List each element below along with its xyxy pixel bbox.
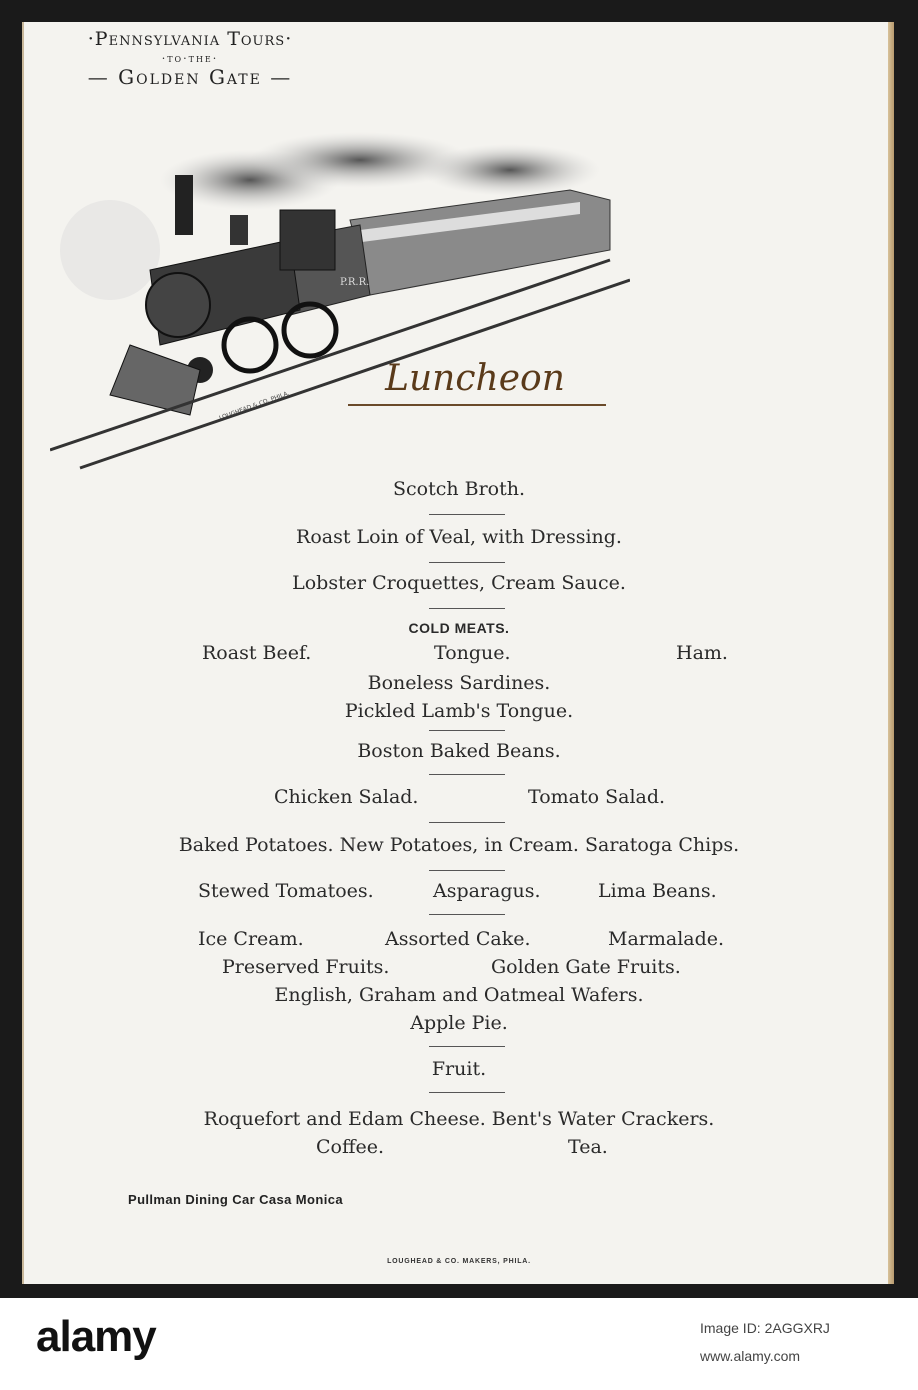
driving-wheel <box>224 319 276 371</box>
menu-item: Apple Pie. <box>410 1012 508 1034</box>
menu-item: Boston Baked Beans. <box>357 740 561 762</box>
vegetables-row <box>0 880 918 904</box>
menu-title: Luncheon <box>385 358 565 399</box>
driving-wheel <box>284 304 336 356</box>
menu-item: Tomato Salad. <box>528 786 666 808</box>
dining-car-name: Pullman Dining Car Casa Monica <box>128 1192 343 1207</box>
menu-item: Marmalade. <box>608 928 725 950</box>
section-heading: COLD MEATS. <box>408 620 510 636</box>
menu-item: English, Graham and Oatmeal Wafers. <box>274 984 644 1006</box>
desserts-row <box>0 928 918 952</box>
cold-meats-row <box>0 642 918 666</box>
separator <box>429 774 505 775</box>
separator <box>429 1092 505 1093</box>
watermark-site: www.alamy.com <box>700 1348 801 1364</box>
header-line1: ·Pennsylvania Tours· <box>87 28 293 50</box>
menu-item: Scotch Broth. <box>392 478 526 500</box>
menu-item: Fruit. <box>431 1058 487 1080</box>
separator <box>429 514 505 515</box>
separator <box>429 562 505 563</box>
menu-item: Golden Gate Fruits. <box>491 956 681 978</box>
cab <box>280 210 335 270</box>
menu-item: Stewed Tomatoes. <box>198 880 374 902</box>
menu-item: Assorted Cake. <box>385 928 531 950</box>
menu-item: Roast Loin of Veal, with Dressing. <box>296 526 622 548</box>
engine-label: P.R.R. <box>340 277 370 288</box>
menu-item: Roast Beef. <box>202 642 312 664</box>
menu-item: Lobster Croquettes, Cream Sauce. <box>292 572 626 594</box>
menu-item: Lima Beans. <box>598 880 717 902</box>
fruits-row <box>0 956 918 980</box>
menu-item: Boneless Sardines. <box>367 672 551 694</box>
watermark-image-id: Image ID: 2AGGXRJ <box>700 1320 830 1336</box>
menu-item: Preserved Fruits. <box>222 956 390 978</box>
printer-credit: LOUGHEAD & CO. MAKERS, PHILA. <box>387 1258 531 1265</box>
menu-item: Tongue. <box>434 642 511 664</box>
menu-item: Ice Cream. <box>198 928 304 950</box>
separator <box>429 608 505 609</box>
smokestack <box>175 175 193 235</box>
separator <box>429 870 505 871</box>
menu-item: Pickled Lamb's Tongue. <box>344 700 574 722</box>
menu-item: Baked Potatoes. New Potatoes, in Cream. Saratoga Chips. <box>178 834 740 856</box>
watermark-logo: alamy <box>36 1312 156 1361</box>
steam-cloud <box>60 200 160 300</box>
menu-item: Chicken Salad. <box>274 786 419 808</box>
menu-item: Roquefort and Edam Cheese. Bent's Water Crackers. <box>203 1108 715 1130</box>
smokebox <box>146 273 210 337</box>
menu-item: Asparagus. <box>433 880 541 902</box>
drinks-row <box>0 1136 918 1160</box>
separator <box>429 914 505 915</box>
smoke-cloud <box>420 144 600 196</box>
header <box>30 28 350 89</box>
menu-item: Ham. <box>676 642 728 664</box>
menu-item: Tea. <box>568 1136 608 1158</box>
menu-item: Coffee. <box>316 1136 385 1158</box>
separator <box>429 1046 505 1047</box>
salads-row <box>0 786 918 810</box>
header-line3: — Golden Gate — <box>87 65 293 89</box>
separator <box>429 822 505 823</box>
engraver-credit: LOUGHEAD & CO. PHILA. <box>218 389 291 422</box>
steam-dome <box>230 215 248 245</box>
separator <box>429 730 505 731</box>
locomotive-illustration <box>50 130 630 470</box>
header-line2: ·to·the· <box>161 52 219 65</box>
title-underline <box>348 404 606 406</box>
